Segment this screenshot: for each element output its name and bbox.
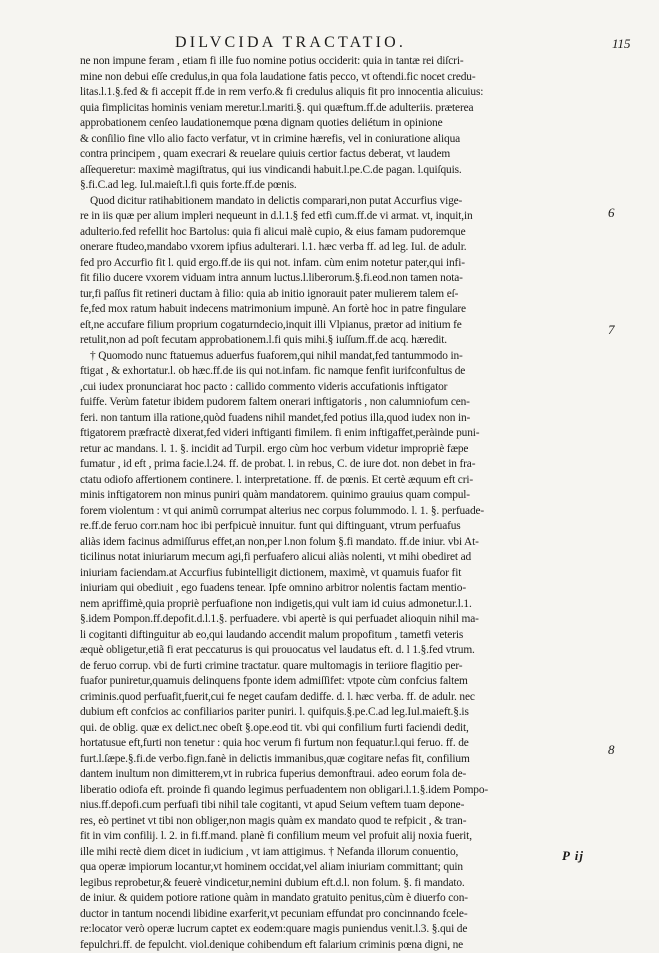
text-line: iniuriam qui obediuit , ego fuadens tenear. Ipfe omnino arbitror nolentis factam mentio- xyxy=(80,581,602,597)
text-line: onerare ftudeo,mandabo vxorem ipfius adulterari. l.1. hæc verba ff. ad leg. Iul. de adulr. xyxy=(80,240,602,256)
margin-note-number: 8 xyxy=(608,742,615,758)
text-line: ductor in tantum nocendi libidine exarferit,vt pecuniam effundat pro concinnando fcele- xyxy=(80,907,602,923)
text-line: fit in vim confilij. l. 2. in fi.ff.mand. planè fi confilium meum vel profuit alij noxia fuerit, xyxy=(80,829,602,845)
text-line: eſt,ne accufare filium proprium cogaturndecio,inquit illi Vlpianus, prætor ad initium fe xyxy=(80,318,602,334)
text-line: † Quomodo nunc ftatuemus aduerfus fuaforem,qui nihil mandat,fed tantummodo in- xyxy=(80,349,602,365)
text-line: minis inftigatorem non minus puniri quàm mandatorem. quinimo grauius quam compul- xyxy=(80,488,602,504)
text-line: §.idem Pompon.ff.depofit.d.l.1.§. perfuadere. vbi apertè is qui perfuadet alioquin nihil ma- xyxy=(80,612,602,628)
text-line: liberatio odiofa eft. proinde fi quando legimus perfuadentem non obligari.l.1.§.idem Pompo- xyxy=(80,783,602,799)
text-line: re.ff.de feruo corr.nam hoc ibi perfpicuè innuitur. funt qui diftinguant, vtrum perfuafus xyxy=(80,519,602,535)
text-line: li cogitanti diftinguitur ab eo,qui laudando accendit malum propofitum , tametfi veteris xyxy=(80,628,602,644)
body-text xyxy=(80,54,602,953)
text-line: ,cui iudex pronunciarat hoc pacto : callido commento videris accufationis inftigator xyxy=(80,380,602,396)
text-line: iniuriam faciendam.at Accurfius fubintelligit dictionem, maximè, vt quamuis fuafor fit xyxy=(80,566,602,582)
text-line: ftigat , & exhortatur.l. ob hæc.ff.de iis qui not.infam. fic namque fenfit iurifconfultus de xyxy=(80,364,602,380)
margin-note-number: 6 xyxy=(608,205,615,221)
text-line: forem violentum : vt qui animũ corrumpat alterius nec corpus folummodo. l. 1. §. perfuade- xyxy=(80,504,602,520)
text-line: fuafor puniretur,quamuis delinquens fponte idem admiſſifet: vtpote cùm confcius faltem xyxy=(80,674,602,690)
text-line: æquè obligetur,etiã fi erat peccaturus is qui prouocatus vel laudatus eft. d. l 1.§.fed vtrum. xyxy=(80,643,602,659)
text-line: dantem inultum non dimitterem,vt in rubrica fuperius demonftraui. adeo eorum fola de- xyxy=(80,767,602,783)
text-line: litas.l.1.§.fed & fi accepit ff.de in rem verfo.& fi credulus aliquis fit pro innocentia alicuius: xyxy=(80,85,602,101)
text-line: ticilinus notat iniuriarum mecum agi,fi perfuafero alicui aliàs nolenti, vt mihi obediret ad xyxy=(80,550,602,566)
text-line: §.fi.C.ad leg. Iul.maieſt.l.fi quis forte.ff.de pœnis. xyxy=(80,178,602,194)
page-header xyxy=(0,28,659,54)
text-line: nem apriffimè,quia propriè perfuafione non indigetis,qui vult iam id cuius admonetur.l.1. xyxy=(80,597,602,613)
text-line: nius.ff.depofi.cum perfuafi tibi nihil tale cogitanti, vt apud Seium veftem tuam depone- xyxy=(80,798,602,814)
text-line: retulit,non ad poſt fecutam approbationem.l.fi quis mihi.§ iuſſum.ff.de acq. hæredit. xyxy=(80,333,602,349)
text-line: contra principem , quam execrari & reuelare quiuis certior factus deberat, vt laudem xyxy=(80,147,602,163)
signature-mark: P ij xyxy=(562,848,584,864)
text-line: tur,fi paſſus fit retineri ductam à filio: quia ab initio ignorauit pater mulierem talem eſ- xyxy=(80,287,602,303)
text-line: fepulchri.ff. de fepulcht. viol.denique cohibendum eft falarium criminis pœna digni, ne xyxy=(80,938,602,953)
text-line: fumatur , id eft , prima facie.l.24. ff. de probat. l. in rebus, C. de iure dot. non debet in fra- xyxy=(80,457,602,473)
text-line: adulterio.fed refellit hoc Bartolus: quia fi alicui malè cupio, & eius famam pudoremque xyxy=(80,225,602,241)
text-line: aliàs idem facinus admiſſurus effet,an non,per l.non folum §.fi mandato. ff.de iniur. vbi At- xyxy=(80,535,602,551)
text-line: dubium eft confcios ac confiliarios pariter puniri. l. quifquis.§.pe.C.ad leg.Iul.maieft.§.is xyxy=(80,705,602,721)
text-line: quia fimplicitas hominis veniam meretur.l.mariti.§. qui quæftum.ff.de adulteriis. præterea xyxy=(80,101,602,117)
text-line: mine non debui eſſe credulus,in qua fola laudatione fatis pecco, vt oftendi.fic nocet credu- xyxy=(80,70,602,86)
text-line: de feruo corrup. vbi de furti crimine tractatur. quare multomagis in teriiore flagitio per- xyxy=(80,659,602,675)
text-line: qui. de oblig. quæ ex delict.nec obeſt §.ope.eod tit. vbi qui confilium furti faciendi dedit, xyxy=(80,721,602,737)
text-line: de iniur. & quidem potiore ratione quàm in mandato gratuito penitus,cùm è diuerfo con- xyxy=(80,891,602,907)
text-line: hortatusue eft,furti non tenetur : quia hoc verum fi furtum non fequatur.l.qui feruo. ff. de xyxy=(80,736,602,752)
text-line: & conſilio fine vllo alio facto verfatur, vt in crimine hærefis, vel in coniuratione aliqua xyxy=(80,132,602,148)
text-line: fit filio ducere vxorem viduam intra annum luctus.l.liberorum.§.fi.eod.non tamen nota- xyxy=(80,271,602,287)
text-line: qua operæ impiorum locantur,vt hominem occidat,vel aliam iniuriam committant; quin xyxy=(80,860,602,876)
text-line: res, eò pertinet vt tibi non obliger,non magis quàm ex mandato quod te refpicit , & tran- xyxy=(80,814,602,830)
running-title: DILVCIDA TRACTATIO. xyxy=(175,34,406,52)
margin-note-number: 7 xyxy=(608,322,615,338)
text-line: fe,fed mox ratum habuit indecens matrimonium impunè. An fortè hoc in patre fingulare xyxy=(80,302,602,318)
text-line: furt.l.ſæpe.§.fi.de verbo.fign.fanè in delictis immanibus,quæ cogitare nefas fit, confilium xyxy=(80,752,602,768)
text-line: fed pro Accurfio fit l. quid ergo.ff.de iis qui not. infam. cùm enim notetur pater,qui infi- xyxy=(80,256,602,272)
text-line: Quod dicitur ratihabitionem mandato in delictis comparari,non putat Accurfius vige- xyxy=(80,194,602,210)
text-line: legibus reprobetur,& feuerè vindicetur,nemini dubium eft.d.l. non folum. §. fi mandato. xyxy=(80,876,602,892)
text-line: feri. non tantum illa ratione,quòd fuadens nihil mandet,fed potius illa,quod iudex non in- xyxy=(80,411,602,427)
text-line: retur ac mandans. l. 1. §. incidit ad Turpil. ergo cùm hoc verbum videtur impropriè fæpe xyxy=(80,442,602,458)
page-number: 115 xyxy=(612,36,631,52)
text-line: criminis.quod perfuafit,fuerit,cui fe neget caufam dediffe. d. l. hæc verba. ff. de adulr. nec xyxy=(80,690,602,706)
text-line: ne non impune feram , etiam fi ille fuo nomine potius occiderit: quia in tantæ rei diſcri- xyxy=(80,54,602,70)
text-line: ctatu odiofo affertionem continere. l. interpretatione. ff. de pœnis. Et certè æquum eft cri- xyxy=(80,473,602,489)
text-line: re:locator verò operæ lucrum captet ex eodem:quare magis puniendus venit.l.3. §.qui de xyxy=(80,922,602,938)
text-line: aſſequeretur: maximè magiſtratus, qui ius vindicandi habuit.l.pe.C.de pagan. l.quiſquis. xyxy=(80,163,602,179)
text-line: approbationem cenſeo laudationemque pœna dignam quoties deliétum in opinione xyxy=(80,116,602,132)
text-line: re in iis quæ per alium impleri nequeunt in d.l.1.§ fed etfi cum.ff.de vi armat. vt, inquit,in xyxy=(80,209,602,225)
text-line: fuiffe. Verùm fatetur ibidem pudorem faltem onerari inftigatoris , non calumniofum cen- xyxy=(80,395,602,411)
text-line: ftigatorem præfractè dixerat,fed videri inftiganti fimilem. fi enim inftigaffet,peràinde puni- xyxy=(80,426,602,442)
text-line: ille mihi rectè diem dicet in iudicium , vt iam attigimus. † Nefanda illorum conuentio, xyxy=(80,845,602,861)
